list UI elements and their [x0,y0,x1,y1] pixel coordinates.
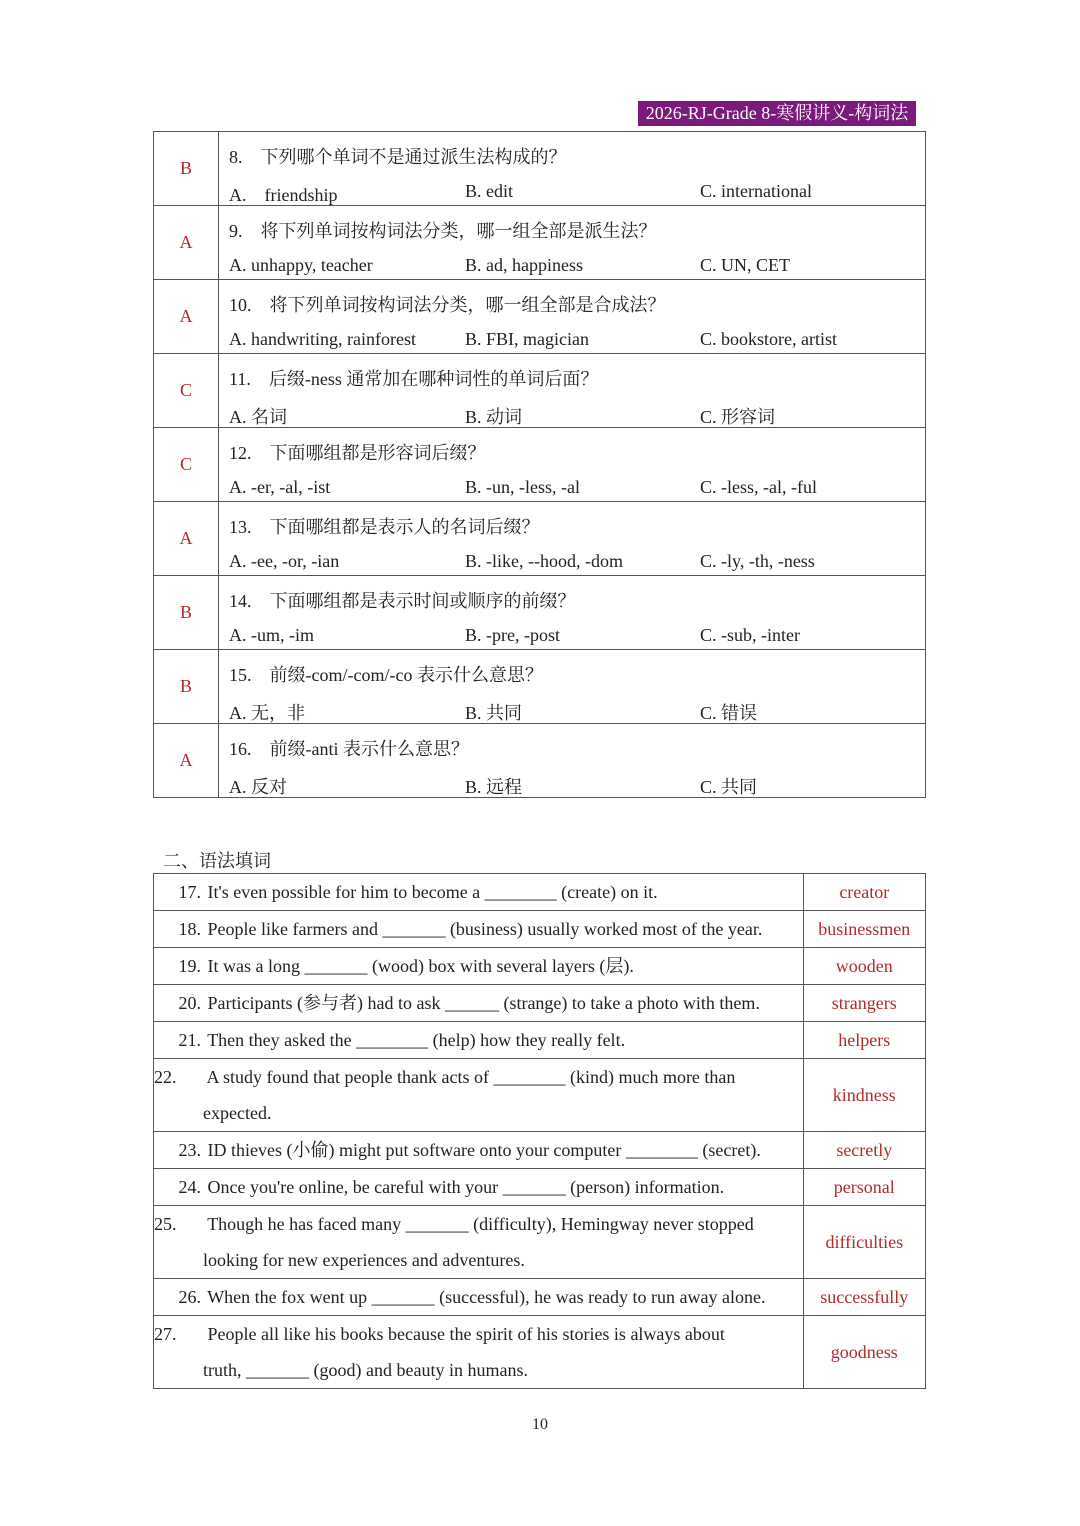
fill-in-table [153,873,926,1389]
option-c: C. -sub, -inter [700,625,800,645]
answer-cell: personal [803,1169,925,1206]
sentence-cell [154,985,804,1022]
table-row [154,724,926,798]
sentence-line-1 [154,1316,793,1352]
table-row [154,948,926,985]
question-cell [219,502,926,576]
question-cell [219,132,926,206]
sentence-text: Though he has faced many _______ (difficulty), Hemingway never stopped [207,1214,754,1234]
question-text: 15. 前缀-com/-com/-co 表示什么意思？ [229,665,543,685]
option-b: B. 共同 [465,703,523,723]
sentence-cell [154,1022,804,1059]
answer-cell: B [154,650,219,724]
question-cell [219,650,926,724]
table-row [154,354,926,428]
answer-cell: A [154,206,219,280]
sentence-cell [154,1316,804,1389]
sentence-text: A study found that people thank acts of ________ (kind) much more than [206,1067,736,1087]
option-c: C. bookstore, artist [700,329,837,349]
table-row [154,1206,926,1279]
item-number: 27. [154,1324,177,1344]
option-b: B. FBI, magician [465,329,589,349]
question-text: 9. 将下列单词按构词法分类，哪一组全部是派生法？ [229,221,657,241]
item-number: 19. [178,956,201,976]
option-b: B. -un, -less, -al [465,477,580,497]
item-number: 17. [178,882,201,902]
answer-cell: secretly [803,1132,925,1169]
table-row [154,985,926,1022]
answer-cell: businessmen [803,911,925,948]
answer-cell: kindness [803,1059,925,1132]
option-a: A. unhappy, teacher [229,255,373,275]
sentence-line-2: expected. [203,1103,272,1123]
sentence-cell [154,1059,804,1132]
sentence-text: When the fox went up _______ (successful), he was ready to run away alone. [207,1287,766,1307]
sentence-cell [154,911,804,948]
table-row [154,1279,926,1316]
item-number: 18. [178,919,201,939]
option-b: B. -like, --hood, -dom [465,551,623,571]
table-row [154,1169,926,1206]
option-a: A. -er, -al, -ist [229,477,331,497]
answer-cell: C [154,428,219,502]
table-row [154,1316,926,1389]
sentence-text: People all like his books because the spirit of his stories is always about [207,1324,725,1344]
question-text: 13. 下面哪组都是表示人的名词后缀？ [229,517,540,537]
sentence-text: It was a long _______ (wood) box with several layers (层). [207,956,634,976]
answer-cell: wooden [803,948,925,985]
option-a: A. 反对 [229,777,287,797]
sentence-text: ID thieves (小偷) might put software onto your computer ________ (secret). [207,1140,761,1160]
question-cell [219,206,926,280]
question-text: 10. 将下列单词按构词法分类，哪一组全部是合成法？ [229,295,666,315]
item-number: 21. [178,1030,201,1050]
question-text: 8. 下列哪个单词不是通过派生法构成的？ [229,147,567,167]
answer-cell: A [154,724,219,798]
option-a: A. -um, -im [229,625,314,645]
section-title: 二、语法填词 [163,851,271,871]
table-row [154,650,926,724]
answer-cell: A [154,280,219,354]
item-number: 22. [154,1067,177,1087]
sentence-cell [154,1132,804,1169]
table-row [154,428,926,502]
answer-cell: A [154,502,219,576]
option-c: C. -ly, -th, -ness [700,551,815,571]
option-a: A. handwriting, rainforest [229,329,416,349]
option-c: C. -less, -al, -ful [700,477,817,497]
table-row [154,874,926,911]
table-row [154,502,926,576]
question-text: 14. 下面哪组都是表示时间或顺序的前缀？ [229,591,576,611]
table-row [154,576,926,650]
option-c: C. 错误 [700,703,758,723]
sentence-text: Once you're online, be careful with your _______ (person) information. [207,1177,725,1197]
option-a: A. friendship [229,185,338,205]
option-a: A. 名词 [229,407,287,427]
item-number: 26. [178,1287,201,1307]
table-row [154,911,926,948]
sentence-text: It's even possible for him to become a ________ (create) on it. [207,882,658,902]
answer-cell: B [154,576,219,650]
question-text: 16. 前缀-anti 表示什么意思？ [229,739,469,759]
sentence-line-2: looking for new experiences and adventures. [203,1250,525,1270]
table-row [154,280,926,354]
page-number: 10 [532,1416,548,1433]
item-number: 24. [178,1177,201,1197]
multiple-choice-table [153,131,926,798]
sentence-cell [154,1279,804,1316]
sentence-cell [154,874,804,911]
option-c: C. 共同 [700,777,758,797]
item-number: 20. [178,993,201,1013]
table-row [154,206,926,280]
table-row [154,1059,926,1132]
option-c: C. international [700,181,812,201]
item-number: 23. [178,1140,201,1160]
question-cell [219,354,926,428]
option-c: C. 形容词 [700,407,776,427]
question-cell [219,576,926,650]
sentence-text: People like farmers and _______ (business) usually worked most of the year. [207,919,763,939]
answer-cell: creator [803,874,925,911]
table-row [154,1132,926,1169]
question-text: 12. 下面哪组都是形容词后缀？ [229,443,486,463]
option-b: B. -pre, -post [465,625,560,645]
question-text: 11. 后缀-ness 通常加在哪种词性的单词后面？ [229,369,599,389]
sentence-text: Then they asked the ________ (help) how they really felt. [207,1030,626,1050]
header-tag: 2026-RJ-Grade 8-寒假讲义-构词法 [638,101,916,126]
sentence-cell [154,1169,804,1206]
question-cell [219,280,926,354]
item-number: 25. [154,1214,177,1234]
table-row [154,1022,926,1059]
answer-cell: helpers [803,1022,925,1059]
answer-cell: difficulties [803,1206,925,1279]
sentence-line-1 [154,1206,793,1242]
sentence-cell [154,1206,804,1279]
option-c: C. UN, CET [700,255,790,275]
sentence-line-2: truth, _______ (good) and beauty in humans. [203,1360,528,1380]
answer-cell: B [154,132,219,206]
answer-cell: goodness [803,1316,925,1389]
option-b: B. 动词 [465,407,523,427]
answer-cell: successfully [803,1279,925,1316]
question-cell [219,428,926,502]
sentence-cell [154,948,804,985]
answer-cell: strangers [803,985,925,1022]
table-row [154,132,926,206]
sentence-text: Participants (参与者) had to ask ______ (strange) to take a photo with them. [207,993,760,1013]
question-cell [219,724,926,798]
option-b: B. edit [465,181,513,201]
option-a: A. 无，非 [229,703,305,723]
sentence-line-1 [154,1059,793,1095]
option-b: B. 远程 [465,777,523,797]
option-a: A. -ee, -or, -ian [229,551,340,571]
answer-cell: C [154,354,219,428]
option-b: B. ad, happiness [465,255,583,275]
